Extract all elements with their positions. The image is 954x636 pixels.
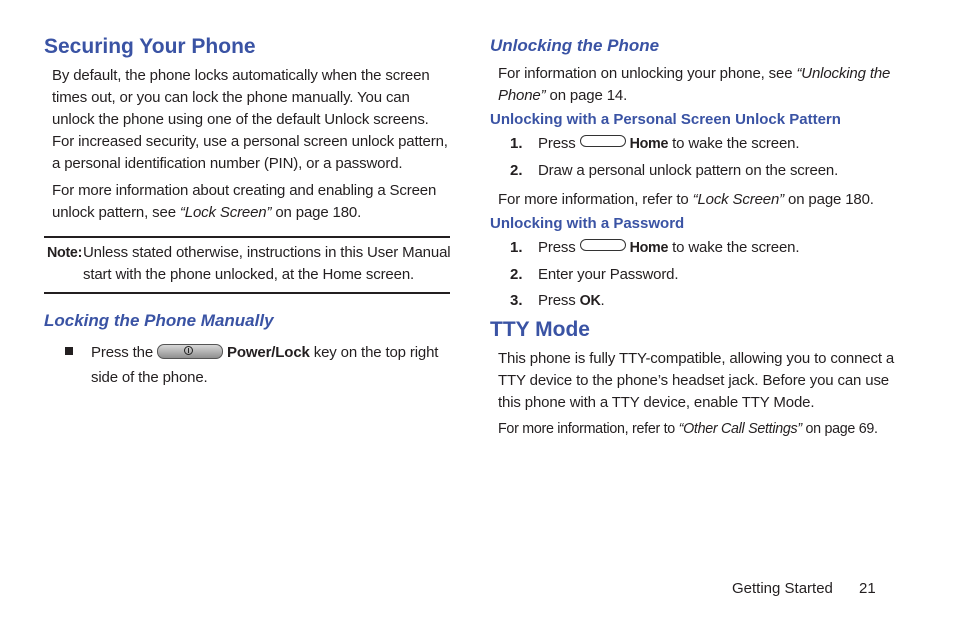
- note-label: Note:: [47, 245, 83, 261]
- pattern-heading: Unlocking with a Personal Screen Unlock Pattern: [490, 111, 841, 128]
- password-step-1: [538, 237, 898, 259]
- tty-heading: TTY Mode: [490, 318, 590, 341]
- locking-instruction: [91, 340, 451, 390]
- ok-key-label: OK: [579, 293, 601, 309]
- screen-unlock-info-pre: For more information about creating and enabling a Screen unlock pattern, see: [52, 182, 437, 221]
- password-step-3: [538, 290, 898, 312]
- lock-screen-link[interactable]: “Lock Screen”: [179, 204, 272, 221]
- pattern-more-pre: For more information, refer to: [498, 191, 693, 208]
- screen-unlock-info-post: on page 180.: [271, 204, 362, 221]
- footer-section-name: Getting Started: [732, 580, 833, 597]
- pattern-more-post: on page 180.: [784, 191, 874, 208]
- locking-post: key on the top right side of the phone.: [91, 344, 439, 386]
- tty-more-pre: For more information, refer to: [498, 421, 679, 437]
- locking-pre: Press the: [91, 344, 154, 361]
- password-step-3-post: .: [600, 292, 605, 309]
- password-step-2-number: 2.: [510, 266, 523, 283]
- pattern-more-info: [498, 189, 908, 211]
- home-key-label: Home: [629, 136, 669, 152]
- unlocking-info-pre: For information on unlocking your phone, see: [498, 65, 797, 82]
- footer-page-number: 21: [859, 580, 876, 597]
- unlocking-info-post: on page 14.: [545, 87, 628, 104]
- password-heading: Unlocking with a Password: [490, 215, 685, 232]
- unlocking-heading: Unlocking the Phone: [490, 36, 660, 55]
- pattern-step-2: Draw a personal unlock pattern on the screen.: [538, 162, 839, 179]
- pattern-step-1: [538, 133, 898, 155]
- home-key-icon: [580, 239, 626, 251]
- bullet-icon: [65, 347, 73, 355]
- note-text: Unless stated otherwise, instructions in this User Manual start with the phone unlocked, at the Home screen.: [83, 244, 451, 283]
- pattern-step-1-post: to wake the screen.: [668, 135, 800, 152]
- tty-paragraph: This phone is fully TTY-compatible, allowing you to connect a TTY device to the phone’s headset jack. Before you can use this phone with a TTY device, enable TTY Mode.: [498, 350, 895, 411]
- pattern-step-2-number: 2.: [510, 162, 523, 179]
- password-step-3-pre: Press: [538, 292, 580, 309]
- pattern-step-1-number: 1.: [510, 135, 523, 152]
- password-step-1-number: 1.: [510, 239, 523, 256]
- power-symbol-icon: [184, 346, 193, 355]
- pattern-lock-screen-link[interactable]: “Lock Screen”: [692, 191, 785, 208]
- power-lock-key-label: Power/Lock: [227, 344, 310, 361]
- pattern-step-1-pre: Press: [538, 135, 576, 152]
- home-key-icon: [580, 135, 626, 147]
- intro-paragraph: By default, the phone locks automatically when the screen times out, or you can lock the phone manually. You can unlock the phone using one of the default Unlock screens. For increased security, use a personal screen unlock pattern, a personal identification number (PIN), or a password.: [52, 67, 448, 172]
- note-bottom-rule: [44, 292, 450, 294]
- tty-more-info: [498, 418, 918, 440]
- password-step-2: Enter your Password.: [538, 266, 679, 283]
- tty-more-post: on page 69.: [801, 421, 878, 437]
- locking-heading: Locking the Phone Manually: [44, 311, 274, 330]
- unlocking-the-phone-link[interactable]: “Unlocking the Phone”: [498, 65, 891, 104]
- note-top-rule: [44, 236, 450, 238]
- page-title: Securing Your Phone: [44, 35, 256, 58]
- screen-unlock-info: [52, 180, 452, 224]
- password-step-3-number: 3.: [510, 292, 523, 309]
- power-key-icon: [157, 344, 223, 359]
- password-step-1-post: to wake the screen.: [668, 239, 800, 256]
- other-call-settings-link[interactable]: “Other Call Settings”: [678, 421, 802, 437]
- password-step-1-pre: Press: [538, 239, 576, 256]
- unlocking-info: [498, 63, 908, 107]
- home-key-label: Home: [629, 240, 669, 256]
